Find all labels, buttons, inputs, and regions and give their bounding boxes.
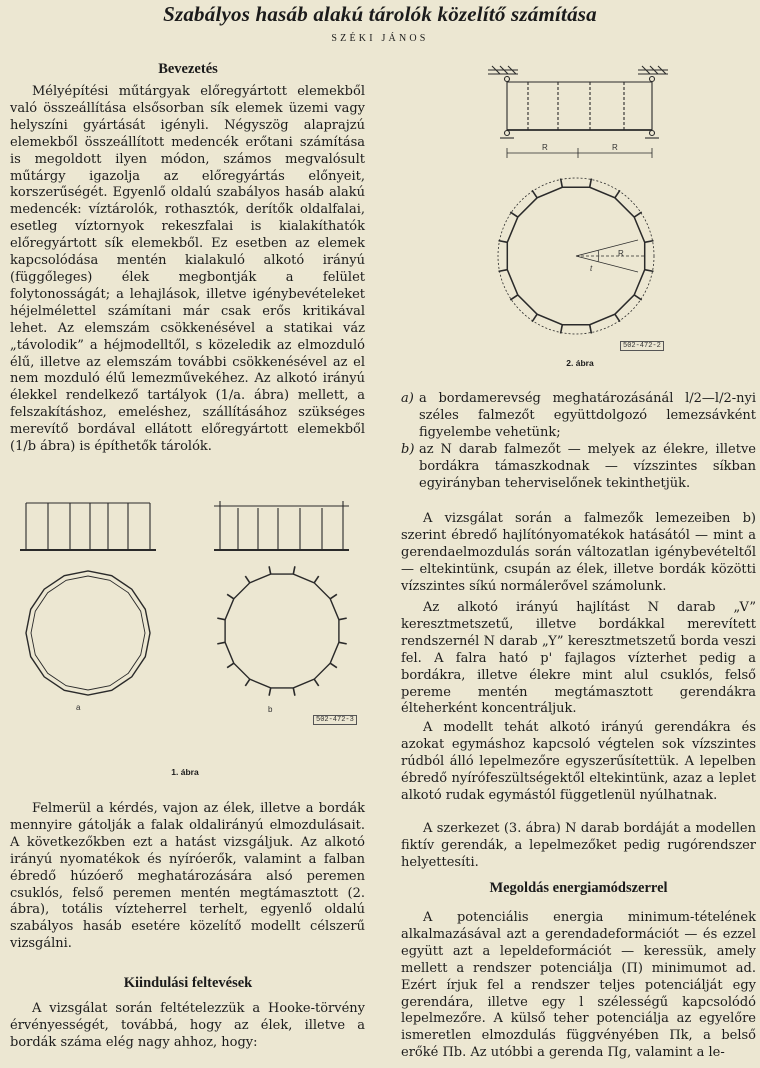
- figure-2-rib: [561, 325, 563, 334]
- figure-1-label-a: a: [76, 703, 81, 712]
- figure-1b-rib: [293, 688, 295, 696]
- figure-1b-rib: [269, 688, 271, 696]
- figure-2-rib: [645, 241, 654, 243]
- figure-2-rib: [532, 190, 537, 198]
- figure-1b-rib: [314, 679, 319, 686]
- figure-1b-rib: [314, 576, 319, 583]
- figure-1b-rib: [227, 663, 234, 668]
- figure-2-rib: [510, 295, 518, 300]
- figure-2-rib: [634, 295, 642, 300]
- paragraph-intro: Mélyépítési műtárgyak előregyártott elemekből való összeállítása elsősorban sík elemek üzemi vagy helyszíni gyártását igényli. Négyszög alaprajzú elemekből összeállított medencék erőtani számítása is megoldott ilyen módon, számos megvalósult műtárgy igazolja az előregyártás előnyeit, korszerűségét. Egyenlő oldalú szabályos hasáb alakú medencék: víztárolók, rothasztók, derítők oldalfalai, esetleg víztornyok rekeszfalai is kialakíthatók előregyártott sík elemekből. Ez esetben az elemek kapcsolódása mentén kialakuló alkotó irányú (függőleges) élek megbontják a felület folytonosságát; a lehajlások, illetve igénybevételeket héjelmélettel számítani már csak erős kritikával lehet. Az elemszám csökkenésével a statikai váz „távolodik” a héjmodelltől, s közeledik az elmozduló élű, illetve az elemszám további csökkenésével az el nem mozduló élű lemezművekéhez. Az alkotó irányú élekkel rendelkező tartályok (1/a. ábra) mellett, a felszakításhoz, emeléshez, szállításához szükséges merevítő bordával ellátott előregyártott elemekből (1/b ábra) is építhetők tárolók.: [10, 84, 365, 455]
- figure-1b-rib: [339, 642, 347, 644]
- figure-1b-rib: [227, 594, 234, 599]
- paragraph-plate-moments: A vizsgálat során a falmezők lemezeiben b) szerint ébredő hajlítónyomatékok hatásától — mint a gerendaelmozdulás során változatlan igénybevételtől — eltekintünk, csupán az élek, illetve bordák közötti vízszintes síkú normálerővel számolunk.: [401, 511, 756, 594]
- paragraph-assumptions: A vizsgálat során feltételezzük a Hooke-törvény érvényességét, továbbá, hogy az élek, illetve a bordák száma elég nagy ahhoz, hogy:: [10, 1001, 365, 1050]
- figure-1b-rib: [269, 566, 271, 574]
- heading-energy-method: Megoldás energiamódszerrel: [489, 880, 668, 896]
- figure-1: [10, 490, 366, 745]
- figure-2-rib: [499, 241, 508, 243]
- list-item-b-marker: b): [401, 442, 415, 457]
- article-title: Szabályos hasáb alakú tárolók közelítő számítása: [163, 2, 597, 26]
- paragraph-structure: A szerkezet (3. ábra) N darab bordáját a modellen fiktív gerendák, a lepelmezőket pedig rugórendszer helyettesíti.: [401, 821, 756, 870]
- figure-2-rib: [561, 179, 563, 188]
- figure-2-label-t: t: [590, 264, 593, 273]
- figure-1a-elevation: [20, 503, 156, 550]
- figure-1b-rib: [330, 594, 337, 599]
- paragraph-energy: A potenciális energia minimum-tételének alkalmazásával azt a gerendadeformációt — és ezzel együtt azt a lepeldeformációt — keressük, amely mellett a rendszer potenciálja (Π) minimumot ad. Ezért írjuk fel a rendszer teljes potenciálját egy gerendára, illetve egy l szélességű kapcsolódó lepelmezőre. A külső teher potenciálja az egyelőre ismeretlen elmozdulás függvényében Πk, a belső erőké Πb. Az utóbbi a gerenda Πg, valamint a le-: [401, 910, 756, 1061]
- figure-1-stamp: 502-472-3: [313, 715, 357, 725]
- figure-1b-plan-wall: [225, 574, 339, 688]
- figure-1a-plan-outer: [26, 571, 150, 695]
- figure-1-label-b: b: [268, 705, 273, 714]
- figure-1b-rib: [330, 663, 337, 668]
- figure-2-rib: [510, 212, 518, 217]
- figure-2-caption: 2. ábra: [566, 358, 594, 368]
- figure-1b-plan-ribs: [217, 566, 346, 695]
- list-item-a-marker: a): [401, 391, 414, 406]
- heading-assumptions: Kiindulási feltevések: [123, 975, 253, 991]
- figure-2-rib: [590, 325, 592, 334]
- figure-2-rib: [499, 270, 508, 272]
- paragraph-model: A modellt tehát alkotó irányú gerendákra és azokat egymáshoz kapcsoló végtelen sok vízszintes rúdból álló lepelmezőre egyszerűsítettük. A lepelben ébredő nyírófeszültségektől eltekintünk, azaz a leplet alkotó rudak egymástól függetlenül nyúlhatnak.: [401, 720, 756, 803]
- figure-2-stamp: 502-472-2: [620, 341, 664, 351]
- author-name: SZÉKI JÁNOS: [331, 33, 429, 44]
- figure-1b-rib: [293, 566, 295, 574]
- list-item-b-text: az N darab falmezőt — melyek az élekre, illetve bordákra támaszkodnak — vízszintes síkban egyirányban teherviselőnek tekinthetjük.: [419, 442, 756, 491]
- figure-2-label-R1: R: [542, 143, 548, 152]
- figure-2-rib: [645, 270, 654, 272]
- figure-2-rib: [590, 179, 592, 188]
- figure-1b-rib: [217, 642, 225, 644]
- figure-2-top-supports: [488, 66, 668, 82]
- heading-introduction: Bevezetés: [158, 61, 218, 77]
- paragraph-question: Felmerül a kérdés, vajon az élek, illetve a bordák mennyire gátolják a falak oldalirányú elmozdulásait. A következőkben ezt a hatást vizsgáljuk. Az alkotó irányú nyomatékok és nyíróerők, valamint a falban ébredő húzóerő meghatározására alsó peremen csuklós, felső peremen mentén megtámasztott (2. ábra), totális vízteherrel terhelt, egyenlő oldalú szabályos hasáb esetére közelítő modellt célszerű vizsgálni.: [10, 801, 365, 952]
- figure-2-label-R2: R: [612, 143, 618, 152]
- list-item-a: [401, 391, 756, 442]
- figure-1-caption: 1. ábra: [171, 767, 199, 777]
- figure-1b-elevation: [214, 501, 349, 550]
- figure-2-rib: [634, 212, 642, 217]
- figure-2-rib: [615, 190, 620, 198]
- paragraph-bending: Az alkotó irányú hajlítást N darab „V” keresztmetszetű, illetve bordákkal merevített rendszernél N darab „Y” keresztmetszetű borda veszi fel. A falra ható p' fajlagos vízterhet pedig a bordákra, illetve élekre mint alul csuklós, felső pereme mentén megtámasztott gerendákra élteherként koncentráljuk.: [401, 600, 756, 717]
- list-item-a-text: a bordamerevség meghatározásánál l/2—l/2-nyi széles falmezőt együttdolgozó lemezsávként figyelembe vehetünk;: [419, 391, 756, 440]
- figure-1b-rib: [339, 618, 347, 620]
- figure-2-rib: [532, 314, 537, 322]
- figure-2: [478, 60, 676, 360]
- figure-2-rib: [615, 314, 620, 322]
- figure-1b-rib: [245, 679, 250, 686]
- figure-1b-rib: [245, 576, 250, 583]
- figure-1a-plan-inner: [31, 576, 145, 690]
- list-item-b: [401, 442, 756, 493]
- figure-2-label-R3: R: [618, 249, 624, 258]
- figure-1b-rib: [217, 618, 225, 620]
